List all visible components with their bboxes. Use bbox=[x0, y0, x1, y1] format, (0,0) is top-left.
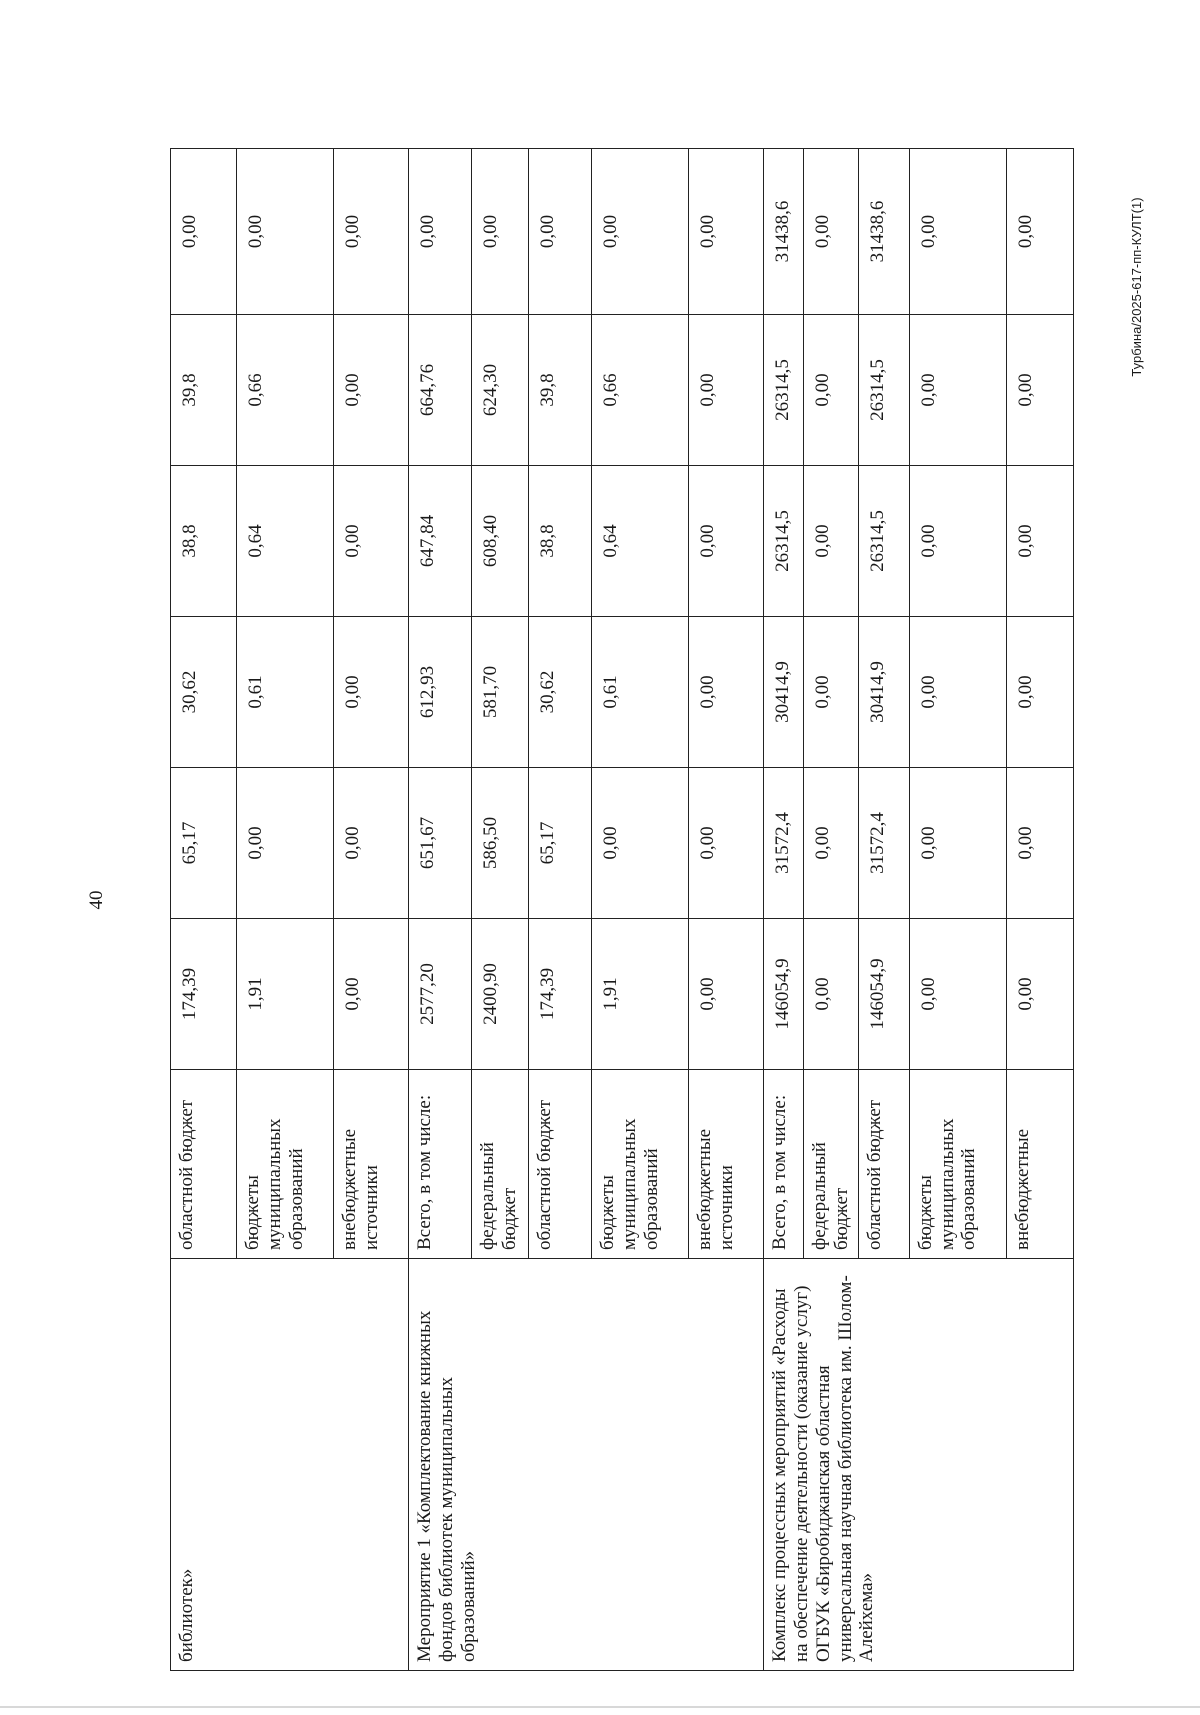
value-cell: 664,76 bbox=[408, 315, 471, 466]
value-cell: 0,00 bbox=[803, 466, 858, 617]
value-cell: 0,00 bbox=[170, 149, 236, 315]
value-cell: 0,00 bbox=[909, 315, 1006, 466]
value-cell: 39,8 bbox=[170, 315, 236, 466]
value-cell: 0,00 bbox=[688, 919, 763, 1070]
value-cell: 581,70 bbox=[471, 617, 528, 768]
value-cell: 0,00 bbox=[803, 315, 858, 466]
value-cell: 1,91 bbox=[236, 919, 333, 1070]
value-cell: 0,00 bbox=[1006, 768, 1073, 919]
value-cell: 31438,6 bbox=[858, 149, 909, 315]
value-cell: 26314,5 bbox=[858, 315, 909, 466]
value-cell: 612,93 bbox=[408, 617, 471, 768]
value-cell: 0,00 bbox=[408, 149, 471, 315]
value-cell: 0,64 bbox=[236, 466, 333, 617]
source-cell: внебюджетные bbox=[1006, 1070, 1073, 1259]
value-cell: 0,00 bbox=[909, 768, 1006, 919]
value-cell: 38,8 bbox=[170, 466, 236, 617]
value-cell: 0,00 bbox=[688, 617, 763, 768]
source-cell: внебюджетные источники bbox=[688, 1070, 763, 1259]
value-cell: 31572,4 bbox=[763, 768, 803, 919]
value-cell: 0,00 bbox=[909, 466, 1006, 617]
table-row bbox=[763, 149, 803, 1671]
source-cell: бюджеты муниципальных образований bbox=[909, 1070, 1006, 1259]
source-cell: областной бюджет bbox=[528, 1070, 591, 1259]
document-code: Турбина/2025-617-пп-КУЛТ(1) bbox=[1129, 197, 1144, 377]
value-cell: 624,30 bbox=[471, 315, 528, 466]
value-cell: 0,66 bbox=[591, 315, 688, 466]
value-cell: 0,00 bbox=[803, 617, 858, 768]
value-cell: 30414,9 bbox=[858, 617, 909, 768]
source-cell: бюджеты муниципальных образований bbox=[591, 1070, 688, 1259]
value-cell: 31438,6 bbox=[763, 149, 803, 315]
value-cell: 2577,20 bbox=[408, 919, 471, 1070]
value-cell: 647,84 bbox=[408, 466, 471, 617]
value-cell: 0,00 bbox=[803, 768, 858, 919]
value-cell: 0,00 bbox=[1006, 315, 1073, 466]
source-cell: областной бюджет bbox=[858, 1070, 909, 1259]
value-cell: 0,00 bbox=[1006, 149, 1073, 315]
value-cell: 0,00 bbox=[471, 149, 528, 315]
value-cell: 0,00 bbox=[688, 149, 763, 315]
value-cell: 26314,5 bbox=[858, 466, 909, 617]
value-cell: 0,00 bbox=[591, 768, 688, 919]
source-cell: областной бюджет bbox=[170, 1070, 236, 1259]
value-cell: 30,62 bbox=[170, 617, 236, 768]
value-cell: 174,39 bbox=[170, 919, 236, 1070]
page-number: 40 bbox=[86, 890, 107, 910]
value-cell: 0,00 bbox=[591, 149, 688, 315]
value-cell: 0,00 bbox=[688, 768, 763, 919]
value-cell: 0,00 bbox=[333, 466, 408, 617]
value-cell: 30,62 bbox=[528, 617, 591, 768]
source-cell: Всего, в том числе: bbox=[763, 1070, 803, 1259]
value-cell: 65,17 bbox=[528, 768, 591, 919]
value-cell: 39,8 bbox=[528, 315, 591, 466]
source-cell: внебюджетные источники bbox=[333, 1070, 408, 1259]
rotated-table-container bbox=[170, 149, 1058, 1671]
value-cell: 651,67 bbox=[408, 768, 471, 919]
value-cell: 0,64 bbox=[591, 466, 688, 617]
value-cell: 0,00 bbox=[333, 617, 408, 768]
activity-cell: библиотек» bbox=[170, 1259, 408, 1671]
scan-edge-line bbox=[0, 1706, 1200, 1708]
value-cell: 586,50 bbox=[471, 768, 528, 919]
activity-cell: Комплекс процессных мероприятий «Расходы на обеспечение деятельности (оказание услуг) ОГБУК «Биробиджанская областная универсальная научная библиотека им. Шолом-Алейхема» bbox=[763, 1259, 1073, 1671]
value-cell: 0,00 bbox=[333, 149, 408, 315]
value-cell: 0,66 bbox=[236, 315, 333, 466]
source-cell: Всего, в том числе: bbox=[408, 1070, 471, 1259]
value-cell: 146054,9 bbox=[763, 919, 803, 1070]
value-cell: 0,61 bbox=[591, 617, 688, 768]
value-cell: 0,61 bbox=[236, 617, 333, 768]
value-cell: 0,00 bbox=[1006, 919, 1073, 1070]
table-row bbox=[170, 149, 236, 1671]
table-row bbox=[408, 149, 471, 1671]
value-cell: 0,00 bbox=[1006, 466, 1073, 617]
budget-table bbox=[170, 148, 1074, 1671]
value-cell: 2400,90 bbox=[471, 919, 528, 1070]
value-cell: 0,00 bbox=[909, 149, 1006, 315]
value-cell: 0,00 bbox=[333, 315, 408, 466]
value-cell: 0,00 bbox=[333, 768, 408, 919]
value-cell: 65,17 bbox=[170, 768, 236, 919]
source-cell: федеральный бюджет bbox=[471, 1070, 528, 1259]
value-cell: 0,00 bbox=[803, 149, 858, 315]
value-cell: 1,91 bbox=[591, 919, 688, 1070]
source-cell: бюджеты муниципальных образований bbox=[236, 1070, 333, 1259]
value-cell: 0,00 bbox=[236, 768, 333, 919]
value-cell: 0,00 bbox=[333, 919, 408, 1070]
value-cell: 174,39 bbox=[528, 919, 591, 1070]
value-cell: 0,00 bbox=[688, 466, 763, 617]
value-cell: 0,00 bbox=[236, 149, 333, 315]
value-cell: 26314,5 bbox=[763, 315, 803, 466]
value-cell: 0,00 bbox=[909, 919, 1006, 1070]
value-cell: 0,00 bbox=[688, 315, 763, 466]
value-cell: 30414,9 bbox=[763, 617, 803, 768]
value-cell: 0,00 bbox=[803, 919, 858, 1070]
value-cell: 0,00 bbox=[909, 617, 1006, 768]
source-cell: федеральный бюджет bbox=[803, 1070, 858, 1259]
value-cell: 0,00 bbox=[1006, 617, 1073, 768]
value-cell: 608,40 bbox=[471, 466, 528, 617]
value-cell: 146054,9 bbox=[858, 919, 909, 1070]
value-cell: 31572,4 bbox=[858, 768, 909, 919]
activity-cell: Мероприятие 1 «Комплектование книжных фондов библиотек муниципальных образований» bbox=[408, 1259, 763, 1671]
value-cell: 0,00 bbox=[528, 149, 591, 315]
value-cell: 26314,5 bbox=[763, 466, 803, 617]
value-cell: 38,8 bbox=[528, 466, 591, 617]
